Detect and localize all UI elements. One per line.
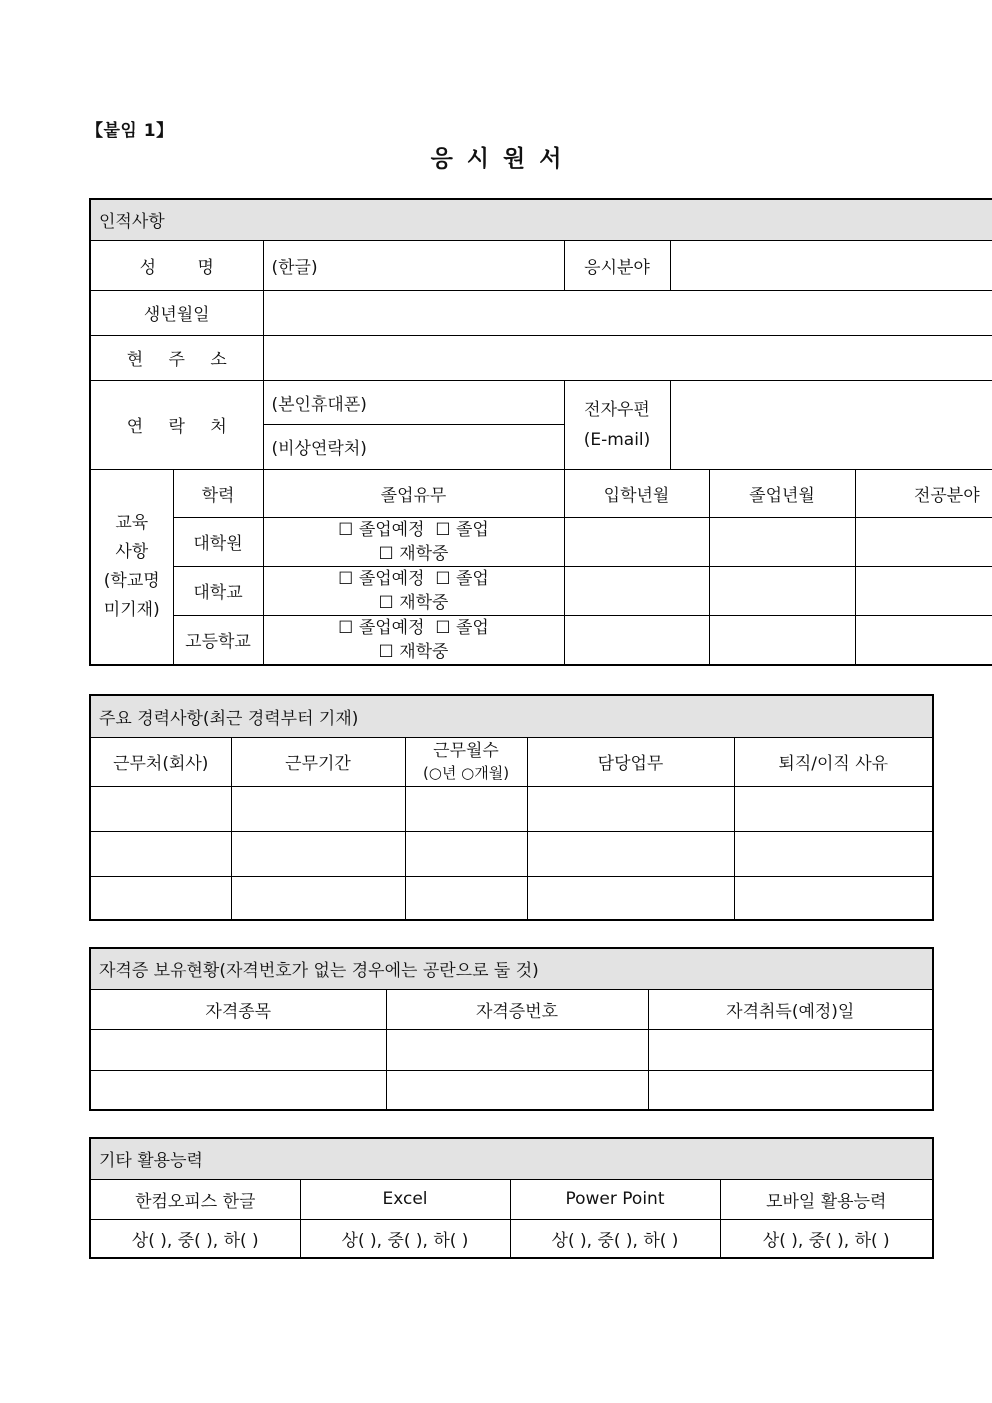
edu-header-graduation: 졸업유무 bbox=[263, 469, 564, 517]
career-row bbox=[90, 786, 933, 831]
checkbox-graduated[interactable]: ☐ bbox=[435, 617, 451, 638]
email-label-sub: (E-mail) bbox=[583, 429, 651, 450]
graduation-date-field[interactable] bbox=[709, 566, 855, 615]
career-header-reason: 퇴직/이직 사유 bbox=[734, 737, 933, 786]
career-months-cell[interactable] bbox=[405, 831, 527, 876]
field-input[interactable] bbox=[670, 240, 992, 290]
attachment-label: 【붙임 1】 bbox=[86, 121, 174, 141]
edu-header-major: 전공분야 bbox=[855, 469, 992, 517]
career-months-cell[interactable] bbox=[405, 876, 527, 920]
email-label bbox=[564, 380, 670, 469]
career-duties-cell[interactable] bbox=[527, 876, 734, 920]
cert-number-cell[interactable] bbox=[386, 1070, 648, 1110]
checkbox-expected[interactable]: ☐ bbox=[338, 568, 354, 589]
skill-level-excel[interactable]: 상( ), 중( ), 하( ) bbox=[300, 1219, 510, 1258]
name-label: 성 명 bbox=[90, 240, 263, 290]
admission-date-field[interactable] bbox=[564, 566, 709, 615]
admission-date-field[interactable] bbox=[564, 615, 709, 665]
cert-date-cell[interactable] bbox=[648, 1029, 933, 1070]
skill-level-hwp[interactable]: 상( ), 중( ), 하( ) bbox=[90, 1219, 300, 1258]
skill-level-powerpoint[interactable]: 상( ), 중( ), 하( ) bbox=[510, 1219, 720, 1258]
career-header-company: 근무처(회사) bbox=[90, 737, 231, 786]
section-header-career: 주요 경력사항(최근 경력부터 기재) bbox=[90, 695, 933, 737]
skill-header-hwp: 한컴오피스 한글 bbox=[90, 1179, 300, 1219]
skill-header-mobile: 모바일 활용능력 bbox=[720, 1179, 933, 1219]
admission-date-field[interactable] bbox=[564, 517, 709, 566]
edu-row-university bbox=[90, 566, 992, 615]
email-label-text: 전자우편 bbox=[584, 399, 650, 420]
edu-header-admission: 입학년월 bbox=[564, 469, 709, 517]
address-field[interactable] bbox=[263, 335, 992, 380]
skills-table bbox=[89, 1137, 934, 1259]
skill-header-powerpoint: Power Point bbox=[510, 1179, 720, 1219]
certificates-table bbox=[89, 947, 934, 1111]
major-field[interactable] bbox=[855, 566, 992, 615]
checkbox-enrolled[interactable]: ☐ bbox=[378, 543, 394, 564]
career-period-cell[interactable] bbox=[231, 876, 405, 920]
career-header-duties: 담당업무 bbox=[527, 737, 734, 786]
career-table bbox=[89, 694, 934, 921]
cert-type-cell[interactable] bbox=[90, 1029, 386, 1070]
graduation-date-field[interactable] bbox=[709, 615, 855, 665]
career-company-cell[interactable] bbox=[90, 876, 231, 920]
edu-header-grad-date: 졸업년월 bbox=[709, 469, 855, 517]
cert-type-cell[interactable] bbox=[90, 1070, 386, 1110]
checkbox-expected[interactable]: ☐ bbox=[338, 617, 354, 638]
edu-level-label: 대학원 bbox=[173, 517, 263, 566]
career-period-cell[interactable] bbox=[231, 786, 405, 831]
address-label: 현 주 소 bbox=[90, 335, 263, 380]
edu-level-label: 고등학교 bbox=[173, 615, 263, 665]
birthdate-label: 생년월일 bbox=[90, 290, 263, 335]
education-label: 교육 사항 (학교명 미기재) bbox=[90, 469, 173, 665]
career-period-cell[interactable] bbox=[231, 831, 405, 876]
field-label: 응시분야 bbox=[564, 240, 670, 290]
edu-row-graduate-school bbox=[90, 517, 992, 566]
cert-row bbox=[90, 1029, 933, 1070]
graduation-date-field[interactable] bbox=[709, 517, 855, 566]
career-duties-cell[interactable] bbox=[527, 831, 734, 876]
cert-row bbox=[90, 1070, 933, 1110]
career-company-cell[interactable] bbox=[90, 831, 231, 876]
birthdate-field[interactable] bbox=[263, 290, 992, 335]
career-header-months: 근무월수 (○년 ○개월) bbox=[405, 737, 527, 786]
graduation-options: ☐ 졸업예정 ☐ 졸업 ☐ 재학중 bbox=[263, 566, 564, 615]
skill-header-excel: Excel bbox=[300, 1179, 510, 1219]
emergency-contact-field[interactable]: (비상연락처) bbox=[263, 424, 564, 469]
edu-row-high-school bbox=[90, 615, 992, 665]
graduation-options: ☐ 졸업예정 ☐ 졸업 ☐ 재학중 bbox=[263, 517, 564, 566]
career-row bbox=[90, 831, 933, 876]
checkbox-expected[interactable]: ☐ bbox=[338, 519, 354, 540]
cert-header-date: 자격취득(예정)일 bbox=[648, 989, 933, 1029]
cert-header-number: 자격증번호 bbox=[386, 989, 648, 1029]
email-field[interactable] bbox=[670, 380, 992, 469]
career-reason-cell[interactable] bbox=[734, 831, 933, 876]
career-row bbox=[90, 876, 933, 920]
section-header-certificates: 자격증 보유현황(자격번호가 없는 경우에는 공란으로 둘 것) bbox=[90, 948, 933, 989]
career-reason-cell[interactable] bbox=[734, 786, 933, 831]
career-months-cell[interactable] bbox=[405, 786, 527, 831]
mobile-field[interactable]: (본인휴대폰) bbox=[263, 380, 564, 424]
section-header-personal: 인적사항 bbox=[90, 199, 992, 240]
checkbox-graduated[interactable]: ☐ bbox=[435, 568, 451, 589]
checkbox-enrolled[interactable]: ☐ bbox=[378, 592, 394, 613]
skill-level-mobile[interactable]: 상( ), 중( ), 하( ) bbox=[720, 1219, 933, 1258]
career-company-cell[interactable] bbox=[90, 786, 231, 831]
career-header-period: 근무기간 bbox=[231, 737, 405, 786]
graduation-options: ☐ 졸업예정 ☐ 졸업 ☐ 재학중 bbox=[263, 615, 564, 665]
personal-info-table bbox=[89, 198, 992, 666]
major-field[interactable] bbox=[855, 615, 992, 665]
career-duties-cell[interactable] bbox=[527, 786, 734, 831]
section-header-skills: 기타 활용능력 bbox=[90, 1138, 933, 1179]
major-field[interactable] bbox=[855, 517, 992, 566]
edu-header-level: 학력 bbox=[173, 469, 263, 517]
edu-level-label: 대학교 bbox=[173, 566, 263, 615]
contact-label: 연 락 처 bbox=[90, 380, 263, 469]
cert-date-cell[interactable] bbox=[648, 1070, 933, 1110]
cert-number-cell[interactable] bbox=[386, 1029, 648, 1070]
checkbox-enrolled[interactable]: ☐ bbox=[378, 641, 394, 662]
page-title: 응시원서 bbox=[430, 146, 576, 172]
career-reason-cell[interactable] bbox=[734, 876, 933, 920]
skill-level-row bbox=[90, 1219, 933, 1258]
name-field[interactable]: (한글) bbox=[263, 240, 564, 290]
checkbox-graduated[interactable]: ☐ bbox=[435, 519, 451, 540]
cert-header-type: 자격종목 bbox=[90, 989, 386, 1029]
